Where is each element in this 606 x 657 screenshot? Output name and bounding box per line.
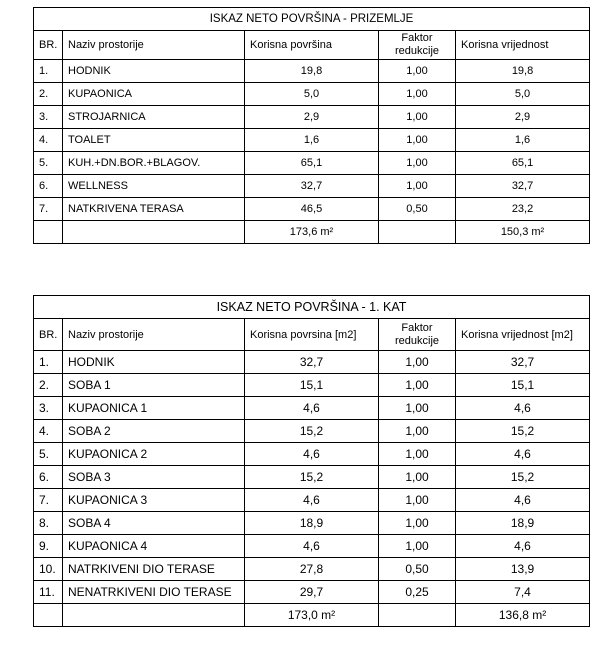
row-number: 6. xyxy=(34,466,63,489)
table-row xyxy=(34,374,590,397)
room-name: KUPAONICA 2 xyxy=(63,443,245,466)
reduction-factor: 0,50 xyxy=(379,558,456,581)
room-name: KUH.+DN.BOR.+BLAGOV. xyxy=(63,152,245,175)
room-area: 5,0 xyxy=(245,83,379,106)
total-empty-name xyxy=(63,604,245,627)
total-empty-name xyxy=(63,221,245,244)
room-area: 4,6 xyxy=(245,489,379,512)
room-area: 1,6 xyxy=(245,129,379,152)
header-factor-line1: Faktor xyxy=(401,32,433,44)
table-row xyxy=(34,175,590,198)
reduction-factor: 1,00 xyxy=(379,129,456,152)
table-row xyxy=(34,489,590,512)
table-row xyxy=(34,351,590,374)
useful-value: 4,6 xyxy=(456,489,590,512)
room-area: 19,8 xyxy=(245,60,379,83)
row-number: 8. xyxy=(34,512,63,535)
header-factor-line2: redukcije xyxy=(394,45,440,57)
reduction-factor: 1,00 xyxy=(379,489,456,512)
useful-value: 15,2 xyxy=(456,420,590,443)
room-name: KUPAONICA 3 xyxy=(63,489,245,512)
header-area: Korisna površina xyxy=(245,31,379,60)
table-row xyxy=(34,106,590,129)
row-number: 5. xyxy=(34,152,63,175)
room-area: 32,7 xyxy=(245,175,379,198)
useful-value: 4,6 xyxy=(456,397,590,420)
useful-value: 15,2 xyxy=(456,466,590,489)
reduction-factor: 1,00 xyxy=(379,351,456,374)
useful-value: 32,7 xyxy=(456,175,590,198)
useful-value: 7,4 xyxy=(456,581,590,604)
room-name: KUPAONICA xyxy=(63,83,245,106)
table-row xyxy=(34,512,590,535)
room-name: SOBA 4 xyxy=(63,512,245,535)
total-area: 173,0 m² xyxy=(245,604,379,627)
row-number: 1. xyxy=(34,351,63,374)
reduction-factor: 1,00 xyxy=(379,60,456,83)
table-row xyxy=(34,129,590,152)
header-factor-line2: redukcije xyxy=(394,334,440,347)
room-name: NATKRIVENA TERASA xyxy=(63,198,245,221)
total-empty-no xyxy=(34,221,63,244)
room-name: TOALET xyxy=(63,129,245,152)
reduction-factor: 1,00 xyxy=(379,420,456,443)
reduction-factor: 1,00 xyxy=(379,152,456,175)
reduction-factor: 1,00 xyxy=(379,374,456,397)
row-number: 2. xyxy=(34,83,63,106)
useful-value: 32,7 xyxy=(456,351,590,374)
reduction-factor: 1,00 xyxy=(379,397,456,420)
reduction-factor: 0,25 xyxy=(379,581,456,604)
total-area: 173,6 m² xyxy=(245,221,379,244)
useful-value: 13,9 xyxy=(456,558,590,581)
row-number: 7. xyxy=(34,198,63,221)
row-number: 5. xyxy=(34,443,63,466)
table-row xyxy=(34,581,590,604)
total-value: 136,8 m² xyxy=(456,604,590,627)
room-name: HODNIK xyxy=(63,351,245,374)
useful-value: 2,9 xyxy=(456,106,590,129)
total-empty-factor xyxy=(379,604,456,627)
table-row xyxy=(34,198,590,221)
room-area: 46,5 xyxy=(245,198,379,221)
reduction-factor: 1,00 xyxy=(379,106,456,129)
header-value: Korisna vrijednost [m2] xyxy=(456,319,590,351)
table-title: ISKAZ NETO POVRŠINA - 1. KAT xyxy=(34,296,590,319)
total-empty-no xyxy=(34,604,63,627)
table-row xyxy=(34,535,590,558)
room-area: 15,1 xyxy=(245,374,379,397)
row-number: 7. xyxy=(34,489,63,512)
first-floor-area-table xyxy=(33,295,590,627)
room-name: SOBA 1 xyxy=(63,374,245,397)
room-name: NENATRKIVENI DIO TERASE xyxy=(63,581,245,604)
row-number: 6. xyxy=(34,175,63,198)
header-value: Korisna vrijednost xyxy=(456,31,590,60)
header-factor xyxy=(379,31,456,60)
table-row xyxy=(34,420,590,443)
room-name: KUPAONICA 1 xyxy=(63,397,245,420)
room-area: 4,6 xyxy=(245,397,379,420)
useful-value: 1,6 xyxy=(456,129,590,152)
table-row xyxy=(34,60,590,83)
useful-value: 5,0 xyxy=(456,83,590,106)
room-name: SOBA 3 xyxy=(63,466,245,489)
row-number: 4. xyxy=(34,420,63,443)
table-title: ISKAZ NETO POVRŠINA - PRIZEMLJE xyxy=(34,8,590,31)
total-empty-factor xyxy=(379,221,456,244)
room-area: 18,9 xyxy=(245,512,379,535)
room-name: SOBA 2 xyxy=(63,420,245,443)
useful-value: 19,8 xyxy=(456,60,590,83)
useful-value: 4,6 xyxy=(456,443,590,466)
table-row xyxy=(34,558,590,581)
header-no: BR. xyxy=(34,319,63,351)
row-number: 3. xyxy=(34,397,63,420)
reduction-factor: 1,00 xyxy=(379,512,456,535)
reduction-factor: 1,00 xyxy=(379,175,456,198)
room-area: 2,9 xyxy=(245,106,379,129)
row-number: 9. xyxy=(34,535,63,558)
useful-value: 23,2 xyxy=(456,198,590,221)
room-area: 27,8 xyxy=(245,558,379,581)
header-name: Naziv prostorije xyxy=(63,319,245,351)
room-area: 29,7 xyxy=(245,581,379,604)
row-number: 2. xyxy=(34,374,63,397)
row-number: 3. xyxy=(34,106,63,129)
header-factor xyxy=(379,319,456,351)
room-area: 15,2 xyxy=(245,420,379,443)
table-row xyxy=(34,466,590,489)
ground-floor-area-table xyxy=(33,7,590,244)
room-area: 15,2 xyxy=(245,466,379,489)
reduction-factor: 1,00 xyxy=(379,443,456,466)
table-row xyxy=(34,152,590,175)
room-area: 4,6 xyxy=(245,443,379,466)
room-name: STROJARNICA xyxy=(63,106,245,129)
total-value: 150,3 m² xyxy=(456,221,590,244)
header-name: Naziv prostorije xyxy=(63,31,245,60)
useful-value: 15,1 xyxy=(456,374,590,397)
row-number: 4. xyxy=(34,129,63,152)
useful-value: 65,1 xyxy=(456,152,590,175)
room-area: 32,7 xyxy=(245,351,379,374)
reduction-factor: 1,00 xyxy=(379,466,456,489)
room-name: KUPAONICA 4 xyxy=(63,535,245,558)
table-row xyxy=(34,397,590,420)
row-number: 10. xyxy=(34,558,63,581)
table-row xyxy=(34,443,590,466)
room-area: 4,6 xyxy=(245,535,379,558)
room-name: HODNIK xyxy=(63,60,245,83)
useful-value: 18,9 xyxy=(456,512,590,535)
row-number: 1. xyxy=(34,60,63,83)
room-area: 65,1 xyxy=(245,152,379,175)
room-name: NATRKIVENI DIO TERASE xyxy=(63,558,245,581)
room-name: WELLNESS xyxy=(63,175,245,198)
header-factor-line1: Faktor xyxy=(401,321,433,334)
table-row xyxy=(34,83,590,106)
header-no: BR. xyxy=(34,31,63,60)
reduction-factor: 1,00 xyxy=(379,83,456,106)
row-number: 11. xyxy=(34,581,63,604)
reduction-factor: 0,50 xyxy=(379,198,456,221)
useful-value: 4,6 xyxy=(456,535,590,558)
reduction-factor: 1,00 xyxy=(379,535,456,558)
header-area: Korisna povrsina [m2] xyxy=(245,319,379,351)
